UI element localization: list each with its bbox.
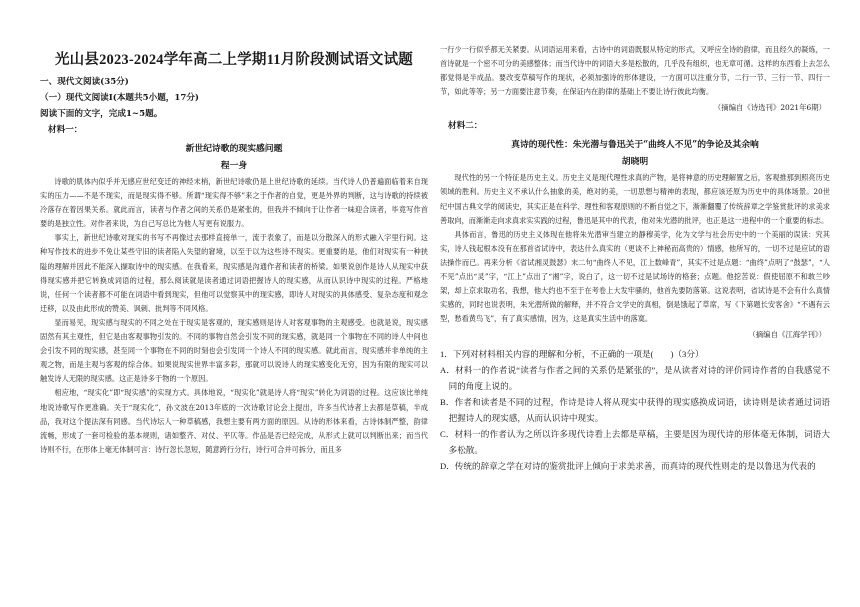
left-column (40, 48, 428, 457)
section-heading: 一、现代文阅读(35分) (40, 77, 129, 87)
material1-article-title: 新世纪诗歌的现实感问题 (185, 144, 283, 154)
material1-paragraph: 诗歌的肌体内似乎并无感应世纪变迁的神经末梢，新世纪诗歌仍是上世纪诗歌的延续。当代诗人仍普遍面临着来自现实的压力——不是不现实，而是现实得不够。所谓“现实得不够”来之于作者的自觉，更是外界的判断，这与诗歌的持续被冷落存在着因果关系。就此而言，读者与作者之间的关系仍是紧张的，但我并不倾向于让作者一味迎合读者，毕竟写作首要的是独立性。对作者来说，为自己写总比为他人写更有说服力。 (40, 177, 428, 229)
question1-option-a: A．材料一的作者说“读者与作者之间的关系仍是紧张的”，是从读者对诗的评价同诗作者的自我感觉不同的角度上说的。 (440, 365, 830, 392)
material2-author: 胡晓明 (621, 157, 649, 168)
question1-stem: 1．下列对材料相关内容的理解和分析，不正确的一项是( )（3分） (440, 349, 704, 360)
material1-label: 材料一： (48, 125, 83, 135)
right-column (440, 43, 830, 474)
question1-option-c: C．材料一的作者认为之所以许多现代诗看上去都是草稿，主要是因为现代诗的形体毫无体制，词语大多松散。 (440, 429, 830, 456)
question1-option-d: D．传统的辞章之学在对诗的鉴赏批评上倾向于求美求善，而真诗的现代性则走的是以鲁迅为代表的 (440, 461, 816, 472)
exam-title: 光山县2023-2024学年高二上学期11月阶段测试语文试题 (54, 52, 414, 68)
material1-paragraph: 事实上，新世纪诗歌对现实的书写不再像过去那样直接单一，流于表象了，而是以分散深入的形式融入字里行间。这种写作技术的进步不免让某些守旧的读者陷入失望的窘境，以至于以为这些诗不现实。更重要的是，他们对现实有一种狭隘的理解并因此不能深入撷取诗中的现实感。在我看来，现实感是沟通作者和读者的桥梁。如果说创作是诗人从现实中获得现实感并把它转换成词语的过程，那么阅读就是读者通过词语把握诗人的现实感，从而认识诗中现实的过程。严格地说，任何一个读者都不可能在词语中看到现实，但他可以觉察其中的现实感，即诗人对现实的具体感受、复杂态度和观念迁移，以及由此形成的赞美、讽刺、批判等不同风格。 (40, 233, 428, 313)
material2-source: （摘编自《江海学刊》） (748, 330, 826, 340)
material2-label: 材料二： (448, 121, 483, 132)
material1-author: 程一身 (220, 161, 248, 171)
material2-paragraph: 现代性的另一个特征是历史主义。历史主义是现代理性求真的产物，是将神意的历史理解置之后，客观推那到照亮历史领域的胜利。历史主义不承认什么抽象的美，绝对的美，一切思想与精神的表现，都应该还原为历史中的具体场景。20世纪中国古典文学的阅读史，其实正是在科学、理性和客观原则的不断自觉之下，渐渐翻覆了传统辞章之学鉴赏批评的求美求善取向，而渐渐走向求真求实实践的过程，鲁迅是其中的代表，他对朱光潜的批评，也正是这一进程中的一个重要的标志。 (440, 173, 830, 225)
material1-source: （摘编自《诗选刊》2021年6期） (713, 103, 826, 113)
material1-paragraph: 显而易见，现实感与现实的不同之处在于现实是客观的，现实感则是诗人对客观事物的主观感受。也就是说，现实感固然有其主观性，但它是由客观事物引发的。不同的事物自然会引发不同的现实感，就是同一个事物在不同的诗人中间也会引发不同的现实感，甚至同一个事物在不同的时刻也会引发同一个诗人不同的现实感。就此而言，现实感并非单纯的主观之物，而是主观与客观的综合体。如果说现实世界丰富多彩，那就可以说诗人的现实感变化无穷，因为有限的现实可以触发诗人无限的现实感。这正是诗多于物的一个原因。 (40, 317, 428, 384)
reading-instruction: 阅读下面的文字，完成1~5题。 (40, 109, 163, 119)
subsection-heading: （一）现代文阅读I(本题共5小题，17分) (40, 93, 199, 103)
material2-paragraph: 具体而言，鲁迅的历史主义体现在他将朱光潜审当建立的静穆美学，化为文学与社会历史中的一个美丽的误读：究其实，诗人钱起根本没有在那首省试诗中，表达什么真实的（更谈不上神秘而高贵的）情感，他所写的，一切不过是应试的语法操作而已。再来分析《省试湘灵鼓瑟》末二句“曲终人不见，江上数峰青”，其实不过是点题：“曲终”点明了“鼓瑟”，“人不见”点出“灵”字，“江上”点出了“湘”字，说白了，这一切不过是试场诗的格套；点题。他挖苦说：假使屈原不和敢兰吵架，却上京求取功名，我想，他大约也不至于在考卷上大发牢骚的，他首先要防落第。这说表明，省试诗是不会有什么真情实感的，同时也说表明，朱光潜所做的解释，并不符合文学史的真相，倒是饿起了草席，写《下第题长安客舍》“不遇有云型，愁看黄鸟飞”，有了真实感情，因为，这是真实生活中的落寞。 (440, 229, 830, 324)
material1-paragraph: 相应地，“现实化”即“现实感”的实现方式。具体地说，“现实化”就是诗人将“现实”转化为词语的过程。这应该比单纯地说诗歌写作更准确。关于“现实化”，孙文波在2013年底的一次诗歌讨论会上提出，许多当代诗者上去都是草稿，半成品，我对这个提法深有同感。当代诗坛人一种草稿感，我想主要有两方面的原因。从诗的形体来看，古诗体制严整，韵律流畅，形成了一套可检验的基本规则，诸如整齐、对仗、平仄等。作品是否已经完成，从形式上就可以判断出来；而当代诗则不行，在形体上毫无体制可言：诗行忽长忽短，随意跨行分行，诗行可合并可拆分，而且多 (40, 388, 428, 454)
material2-article-title: 真诗的现代性：朱光潜与鲁迅关于“曲终人不见”的争论及其余响 (511, 140, 759, 151)
material1-continuation: 一行少一行似乎都无关紧要。从词语运用来看，古诗中的词语既服从特定的形式，又呼应全诗的韵律，而且经久的凝炼，一首诗就是一个密不可分的美感整体；而当代诗中的词语大多是松散的，几乎没有组织，也无章可循。这样的东西看上去怎么都觉得是半成品。要改变草稿写作的现状，必须加强诗的形体建设，一方面可以注重分节，二行一节、三行一节、四行一节，如此等等；另一方面要注意节奏，在保证内在韵律的基础上不要让诗行彼此均衡。 (440, 45, 830, 97)
question1-option-b: B．作者和读者是不同的过程，作诗是诗人将从现实中获得的现实感换成词语，读诗则是读者通过词语把握诗人的现实感，从而认识诗中现实。 (440, 397, 830, 424)
